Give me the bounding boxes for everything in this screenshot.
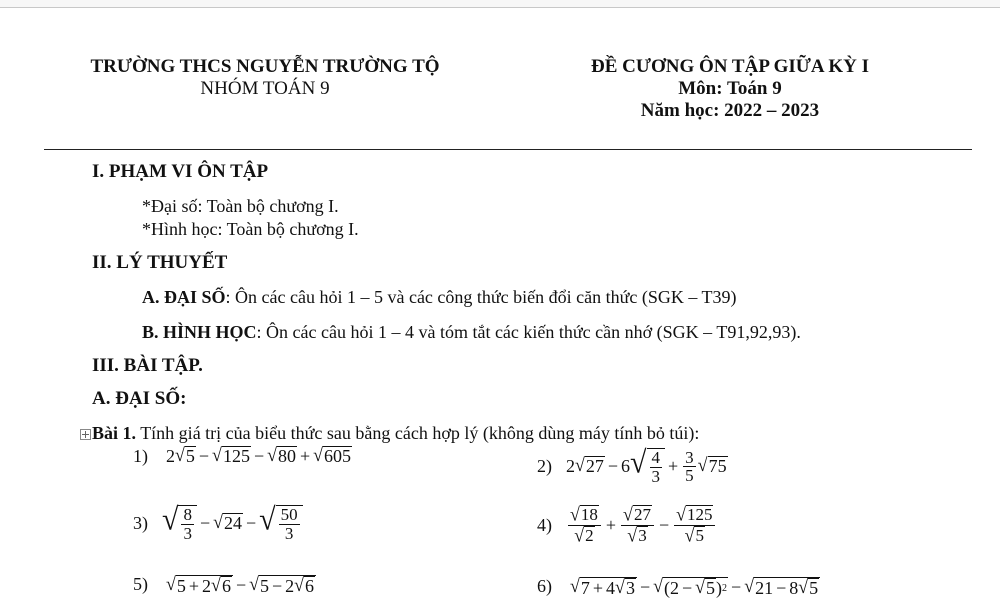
theory-geometry bbox=[142, 322, 801, 343]
problem-number: 4) bbox=[537, 514, 552, 535]
problem-number: 3) bbox=[133, 513, 148, 534]
problem-5 bbox=[133, 574, 316, 597]
exercise-1-label: Bài 1. bbox=[92, 423, 137, 443]
exercise-1 bbox=[80, 423, 699, 444]
section-2-title: II. LÝ THUYẾT bbox=[92, 252, 228, 273]
problem-3 bbox=[133, 501, 303, 543]
school-year: Năm học: 2022 – 2023 bbox=[640, 100, 820, 121]
problem-expression: √ 18 √ 2 + √ 27 √ 3 − √ 125 √ 5 bbox=[566, 505, 717, 545]
school-name: TRƯỜNG THCS NGUYỄN TRƯỜNG TỘ bbox=[90, 56, 440, 77]
problem-number: 5) bbox=[133, 574, 148, 594]
header-right bbox=[560, 56, 900, 122]
section-1-title: I. PHẠM VI ÔN TẬP bbox=[92, 161, 269, 182]
theory-algebra-label: A. ĐẠI SỐ bbox=[142, 287, 226, 307]
problem-4 bbox=[537, 505, 717, 545]
section-3-sub: A. ĐẠI SỐ: bbox=[92, 388, 187, 409]
theory-geometry-label: B. HÌNH HỌC bbox=[142, 322, 257, 342]
header-left bbox=[70, 56, 460, 100]
problem-expression: √ $\frac{8}{3}$ − √ 24 − √ $\frac{50}{3}$ bbox=[162, 505, 303, 543]
problem-2 bbox=[537, 444, 728, 486]
window-top-bar bbox=[0, 0, 1000, 8]
problem-expression: 2 √ 27 − 6 √ $\frac{4}{3}$ + $\frac{3}{5}$ √ 75 bbox=[566, 444, 727, 486]
subject: Môn: Toán 9 bbox=[678, 78, 782, 99]
problem-6 bbox=[537, 576, 820, 599]
scope-algebra: *Đại số: Toàn bộ chương I. bbox=[142, 196, 339, 216]
document-title: ĐỀ CƯƠNG ÔN TẬP GIỮA KỲ I bbox=[591, 56, 869, 77]
problem-number: 2) bbox=[537, 456, 552, 477]
theory-algebra bbox=[142, 287, 737, 308]
problem-expression: √ 7 + 4 √ 3 − √ (2 − √ 5 ) 2 − √ 21 − 8 √ 5 bbox=[570, 575, 819, 598]
problem-number: 6) bbox=[537, 576, 552, 596]
group-name: NHÓM TOÁN 9 bbox=[200, 78, 330, 99]
scope-geometry: *Hình học: Toàn bộ chương I. bbox=[142, 219, 359, 239]
exercise-1-text: Tính giá trị của biểu thức sau bằng cách hợp lý (không dùng máy tính bỏ túi): bbox=[136, 423, 700, 443]
problem-1 bbox=[133, 446, 352, 467]
theory-algebra-text: : Ôn các câu hỏi 1 – 5 và các công thức biến đổi căn thức (SGK – T39) bbox=[225, 287, 737, 307]
problem-number: 1) bbox=[133, 446, 148, 466]
table-move-handle-icon[interactable] bbox=[80, 429, 91, 440]
problem-expression: √ 5 + 2 √ 6 − √ 5 − 2 √ 6 bbox=[166, 573, 315, 596]
problem-expression: 2 √ 5 − √ 125 − √ 80 + √ 605 bbox=[166, 444, 352, 467]
section-3-title: III. BÀI TẬP. bbox=[92, 355, 203, 376]
theory-geometry-text: : Ôn các câu hỏi 1 – 4 và tóm tắt các kiến thức cần nhớ (SGK – T91,92,93). bbox=[256, 322, 801, 342]
header-divider bbox=[44, 149, 972, 150]
